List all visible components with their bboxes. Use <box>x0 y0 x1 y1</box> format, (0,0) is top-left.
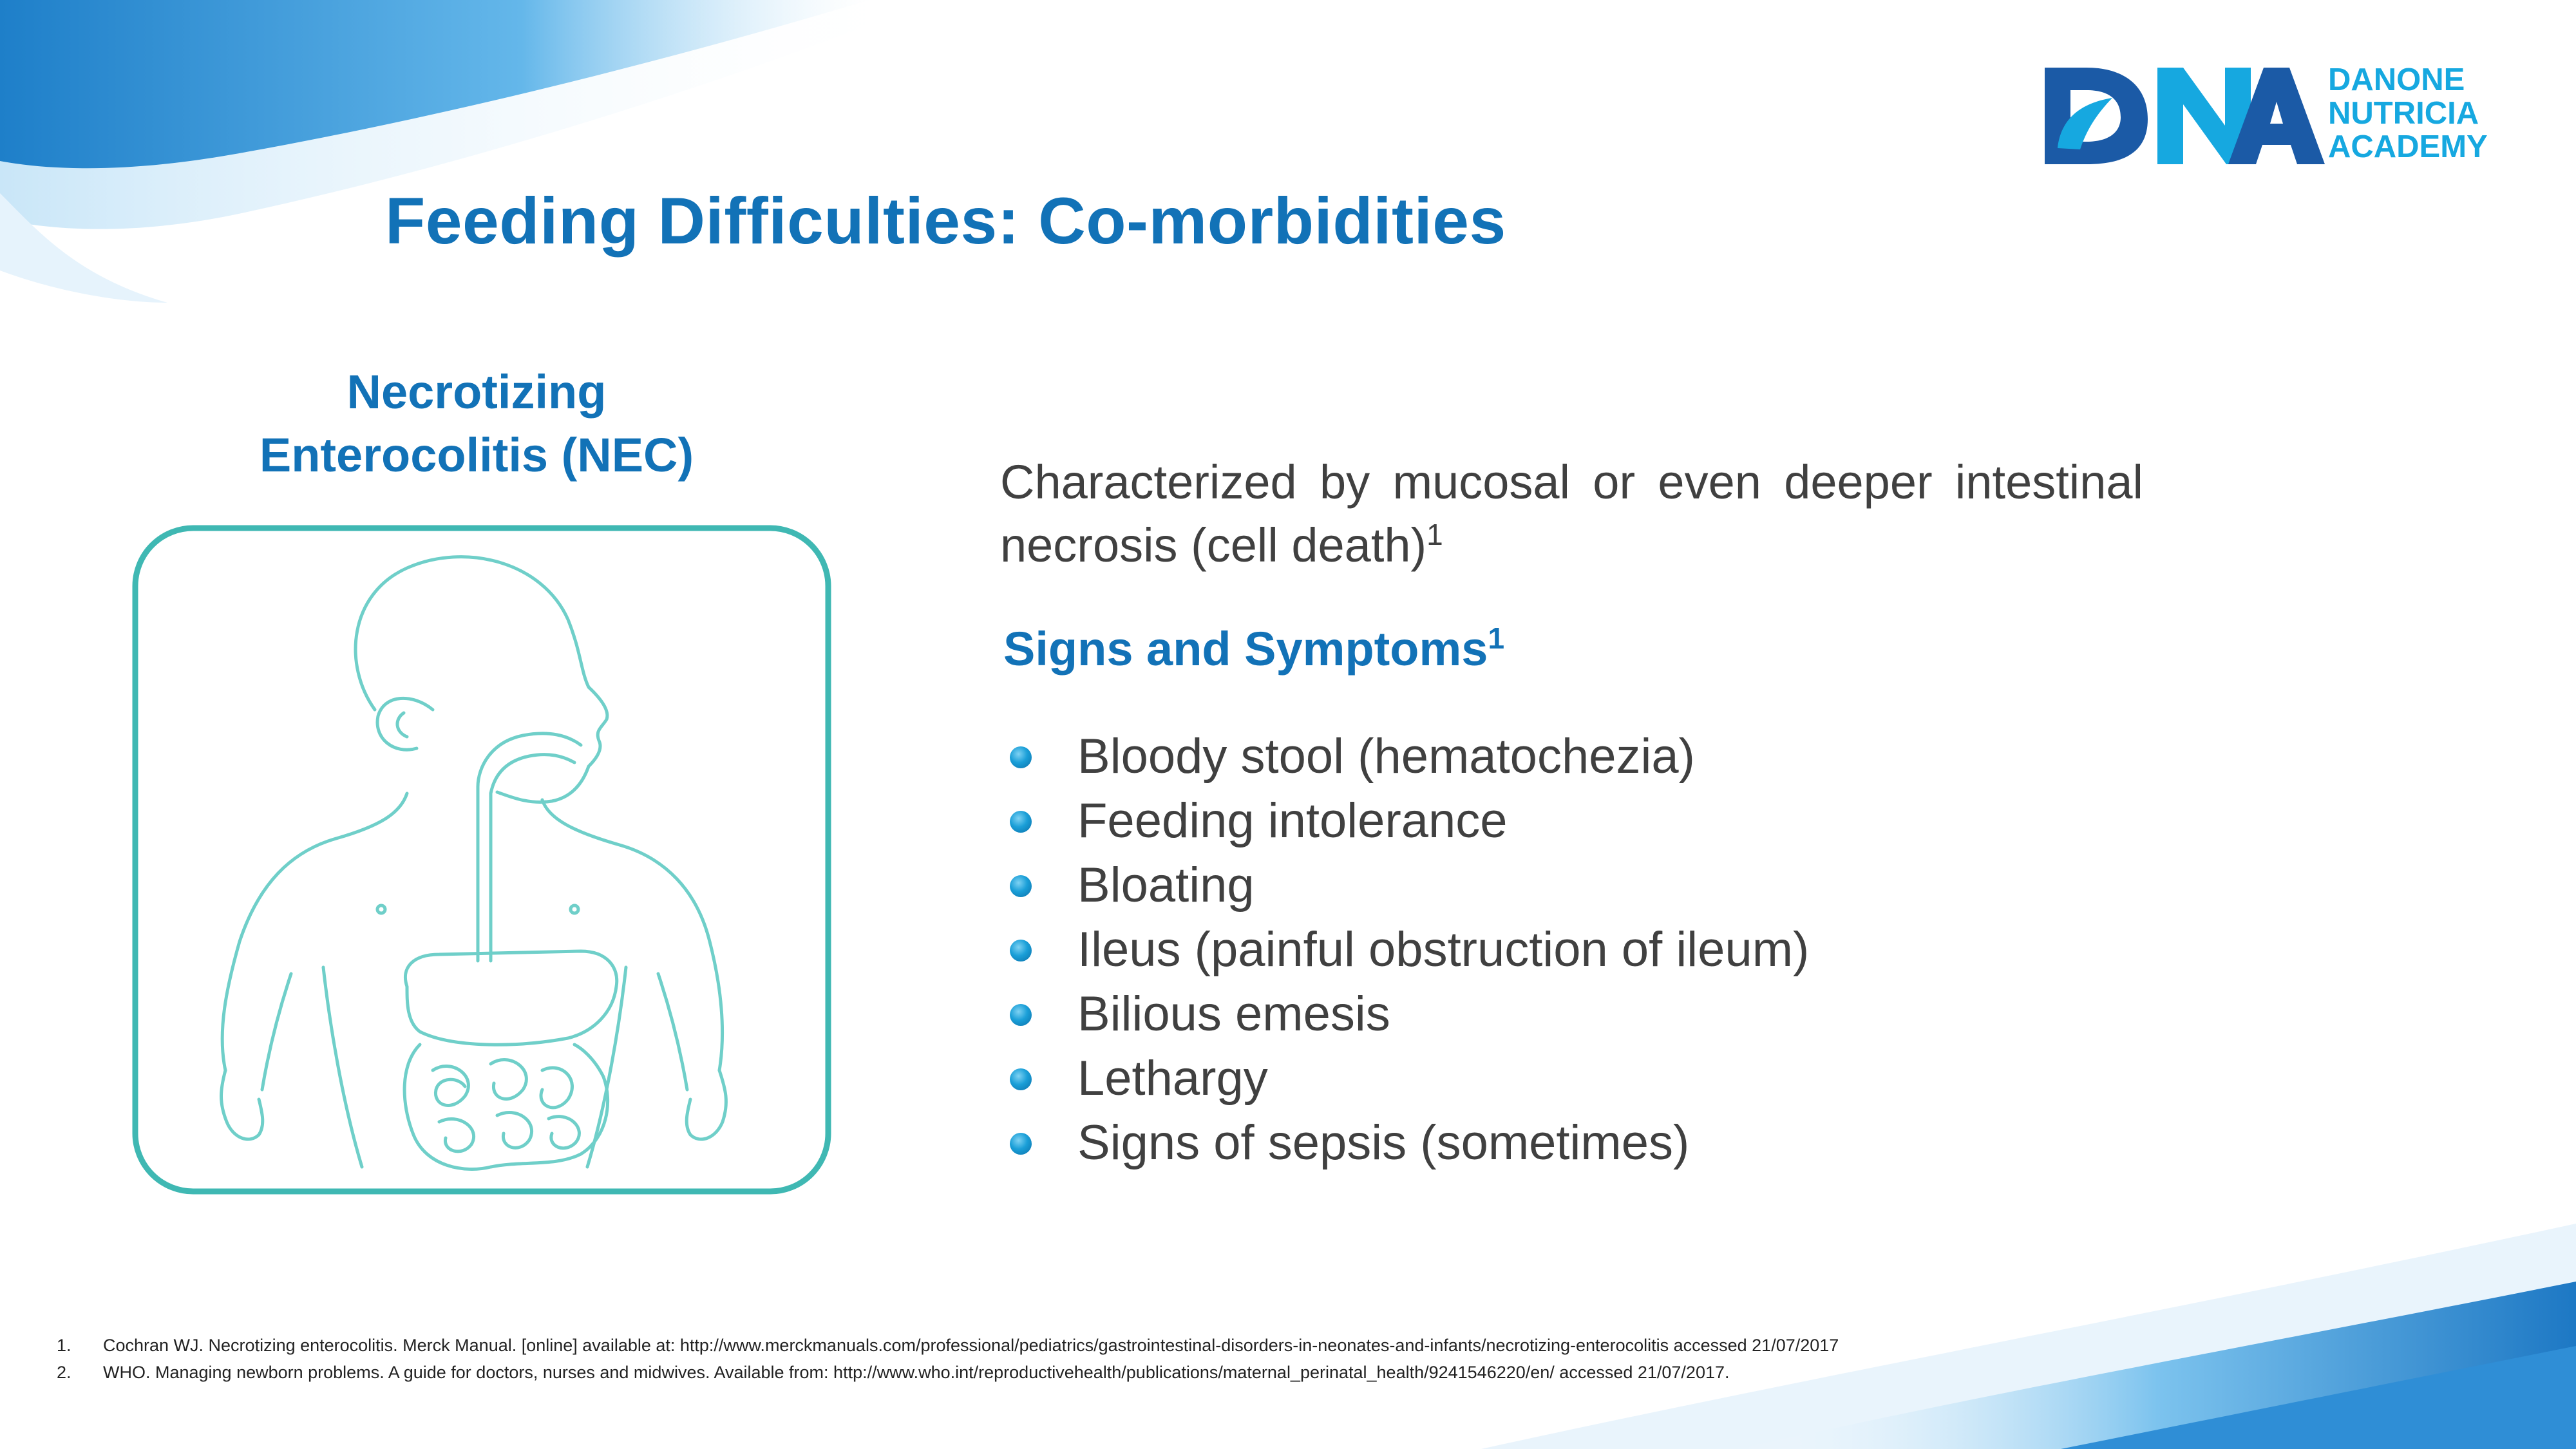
bullet-icon <box>1010 811 1032 833</box>
symptom-text: Feeding intolerance <box>1077 793 1508 848</box>
reference-number: 2. <box>57 1363 71 1382</box>
reference-item <box>57 1359 1839 1386</box>
danone-nutricia-academy-logo <box>2035 58 2512 174</box>
reference-text: WHO. Managing newborn problems. A guide for doctors, nurses and midwives. Available from: http://www.who.int/reproductivehealth/publications/maternal_perinatal_health/9241546220/en/ accessed 21/07/2017. <box>103 1363 1730 1382</box>
bullet-icon <box>1010 1004 1032 1026</box>
bullet-icon <box>1010 940 1032 961</box>
bullet-icon <box>1010 1133 1032 1155</box>
symptom-text: Lethargy <box>1077 1051 1268 1106</box>
symptom-text: Bloating <box>1077 858 1255 913</box>
infant-digestive-system-icon <box>130 523 833 1197</box>
condition-title-line1: Necrotizing <box>346 365 607 419</box>
condition-title-line2: Enterocolitis (NEC) <box>259 428 694 482</box>
symptoms-list <box>1010 724 1809 1175</box>
description-reference: 1 <box>1426 518 1443 551</box>
logo-line-nutricia: NUTRICIA <box>2328 96 2479 131</box>
list-item <box>1010 982 1809 1046</box>
condition-title <box>193 361 760 487</box>
description-text: Characterized by mucosal or even deeper intestinal necrosis (cell death) <box>1000 455 2143 572</box>
reference-number: 1. <box>57 1336 71 1355</box>
references-list <box>57 1332 1839 1386</box>
signs-title-reference: 1 <box>1488 621 1505 655</box>
reference-text: Cochran WJ. Necrotizing enterocolitis. Merck Manual. [online] available at: http://www.merckmanuals.com/professional/pediatrics/gastrointestinal-disorders-in-neonates-and-infants/necrotizing-enterocolitis accessed 21/07/2017 <box>103 1336 1839 1355</box>
list-item <box>1010 1111 1809 1175</box>
symptom-text: Signs of sepsis (sometimes) <box>1077 1115 1690 1170</box>
list-item <box>1010 853 1809 918</box>
logo-line-academy: ACADEMY <box>2328 129 2488 164</box>
symptom-text: Bloody stool (hematochezia) <box>1077 729 1695 784</box>
bullet-icon <box>1010 875 1032 897</box>
symptom-text: Bilious emesis <box>1077 987 1390 1041</box>
symptom-text: Ileus (painful obstruction of ileum) <box>1077 922 1810 977</box>
slide-title: Feeding Difficulties: Co-morbidities <box>385 184 1506 258</box>
logo-line-danone: DANONE <box>2328 62 2465 97</box>
list-item <box>1010 918 1809 982</box>
list-item <box>1010 724 1809 789</box>
bullet-icon <box>1010 1068 1032 1090</box>
dna-logo-mark-icon <box>2035 58 2325 174</box>
reference-item <box>57 1332 1839 1359</box>
bullet-icon <box>1010 746 1032 768</box>
list-item <box>1010 1046 1809 1111</box>
signs-title-text: Signs and Symptoms <box>1003 622 1488 676</box>
signs-title <box>1003 621 1504 676</box>
list-item <box>1010 789 1809 853</box>
condition-description <box>1000 451 2143 577</box>
